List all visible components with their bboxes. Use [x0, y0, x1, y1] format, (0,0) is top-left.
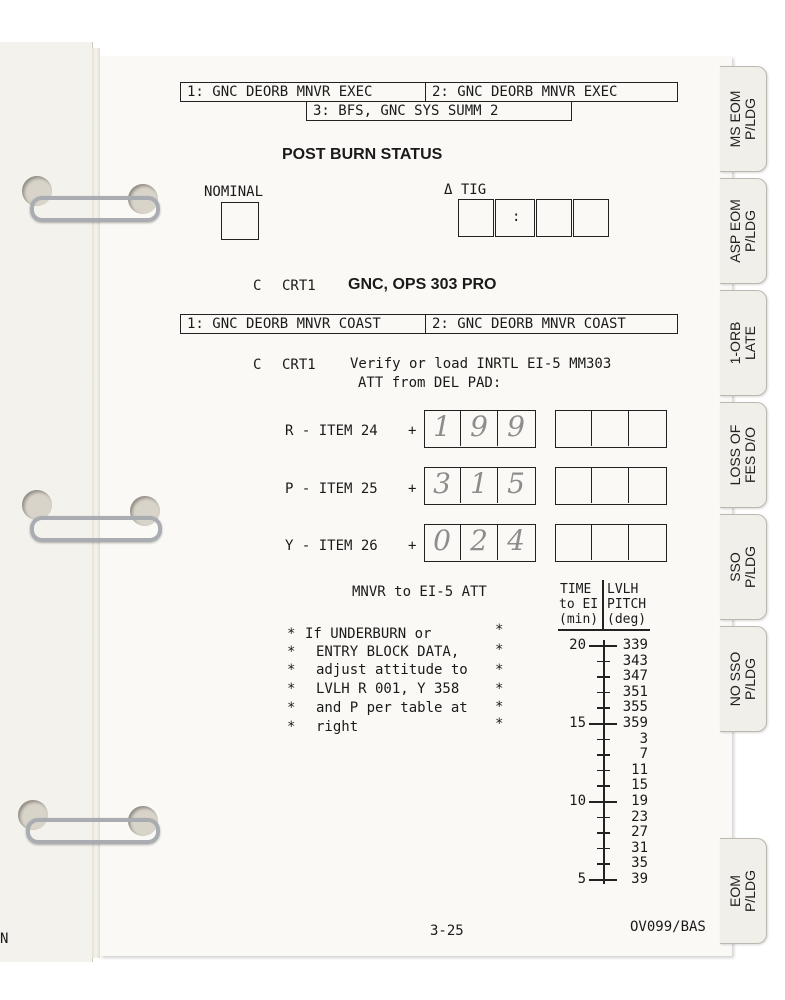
item-sign: + [408, 423, 417, 439]
note-star: * [495, 716, 504, 732]
mnvr-text: MNVR to EI-5 ATT [352, 584, 487, 600]
header-bar-sub [306, 102, 572, 121]
note-star: * [495, 699, 504, 715]
tab-label: 1-ORB LATE [727, 321, 758, 365]
binder-ring [26, 818, 160, 844]
tab-label: ASP EOM P/LDG [727, 199, 758, 263]
pitch-value: 347 [622, 668, 648, 685]
dtig-label: Δ TIG [444, 182, 487, 198]
handwritten-digit: 0 [433, 524, 451, 557]
header-bar [180, 82, 678, 102]
digit-divider [460, 410, 498, 446]
tab-eom[interactable] [720, 838, 767, 944]
pitch-tick [597, 863, 610, 865]
pitch-value: 15 [631, 777, 648, 794]
pitch-value: 11 [631, 761, 648, 778]
pitch-header-1: LVLH [607, 582, 639, 597]
pitch-value: 35 [631, 855, 648, 872]
header-cell-1: 1: GNC DEORB MNVR EXEC [187, 84, 373, 100]
tab-sso[interactable] [720, 514, 767, 620]
handwritten-digit: 2 [470, 524, 488, 557]
handwritten-digit: 1 [433, 410, 451, 443]
pitch-value: 351 [622, 683, 648, 700]
time-label: 10 [569, 793, 586, 809]
page-number: 3-25 [430, 923, 464, 939]
ops-title: GNC, OPS 303 PRO [348, 276, 497, 293]
time-major-tick [589, 879, 617, 881]
handwritten-digit: 4 [507, 524, 525, 557]
digit-divider [591, 467, 629, 503]
dtig-box[interactable] [458, 199, 494, 237]
pitch-tick [597, 739, 610, 741]
note-line: and P per table at [316, 700, 468, 716]
coast-bar [180, 314, 678, 334]
note-line: If UNDERBURN or [305, 626, 432, 642]
note-star: * [287, 626, 296, 642]
dtig-box[interactable] [536, 199, 572, 237]
instruction-line-1: Verify or load INRTL EI-5 MM303 [350, 356, 612, 372]
pitch-value: 19 [631, 793, 648, 809]
pitch-tick [597, 817, 610, 819]
time-major-tick [589, 723, 617, 725]
header-divider [602, 580, 604, 630]
pitch-header-3: (deg) [607, 612, 647, 627]
item-sign: + [408, 538, 417, 554]
time-header-2: to EI [559, 597, 599, 612]
note-star: * [495, 642, 504, 658]
pitch-value: 339 [622, 637, 648, 653]
tab-ms-eom[interactable] [720, 66, 767, 172]
note-star: * [495, 681, 504, 697]
note-star: * [287, 662, 296, 678]
note-star: * [495, 662, 504, 678]
time-header-1: TIME [560, 582, 592, 597]
pitch-tick [597, 707, 610, 709]
nominal-label: NOMINAL [204, 184, 264, 200]
tab-asp-eom[interactable] [720, 178, 767, 284]
note-line: adjust attitude to [316, 662, 468, 678]
handwritten-digit: 1 [470, 467, 488, 500]
tab-1-orb-late[interactable] [720, 290, 767, 396]
pitch-value: 343 [622, 652, 648, 669]
header-cell-2: 2: GNC DEORB MNVR EXEC [432, 84, 618, 100]
item-sign: + [408, 481, 417, 497]
crt-prefix: C [253, 357, 262, 373]
pitch-tick [597, 770, 610, 772]
time-label: 15 [569, 715, 586, 731]
tab-label: MS EOM P/LDG [727, 90, 758, 148]
header-underline [558, 629, 650, 631]
item-label: P - ITEM 25 [285, 481, 378, 497]
coast-cell-2: 2: GNC DEORB MNVR COAST [432, 316, 626, 332]
handwritten-digit: 9 [507, 410, 525, 443]
pitch-tick [597, 692, 610, 694]
note-star: * [287, 681, 296, 697]
pitch-tick [597, 676, 610, 678]
instruction-line-2: ATT from DEL PAD: [358, 375, 502, 391]
time-major-tick [589, 645, 617, 647]
pitch-value: 7 [639, 746, 648, 763]
dtig-colon: : [512, 209, 521, 225]
digit-divider [591, 410, 629, 446]
time-header-3: (min) [559, 612, 599, 627]
post-burn-title: POST BURN STATUS [282, 146, 443, 163]
dtig-box[interactable] [495, 199, 535, 237]
item-label: R - ITEM 24 [285, 423, 378, 439]
coast-cell-1: 1: GNC DEORB MNVR COAST [187, 316, 381, 332]
pitch-value: 23 [631, 808, 648, 825]
pitch-tick [597, 754, 610, 756]
time-label: 20 [569, 637, 586, 653]
digit-divider [460, 524, 498, 560]
note-star: * [287, 719, 296, 735]
nominal-box[interactable] [221, 202, 259, 240]
crt-label: CRT1 [282, 357, 316, 373]
pitch-value: 31 [631, 839, 648, 856]
time-label: 5 [577, 871, 586, 887]
item-label: Y - ITEM 26 [285, 538, 378, 554]
note-star: * [287, 644, 296, 660]
binder-ring [30, 196, 160, 222]
pitch-value: 359 [622, 715, 648, 731]
handwritten-digit: 3 [433, 467, 451, 500]
digit-divider [460, 467, 498, 503]
tab-label: LOSS OF FES D/O [727, 424, 758, 486]
header-cell-3: 3: BFS, GNC SYS SUMM 2 [313, 103, 499, 119]
note-star: * [287, 700, 296, 716]
tab-label: SSO P/LDG [727, 545, 758, 589]
time-major-tick [589, 801, 617, 803]
tab-label: NO SSO P/LDG [727, 651, 758, 707]
binder-ring [30, 516, 162, 542]
digit-divider [591, 524, 629, 560]
pitch-value: 39 [631, 871, 648, 887]
pitch-tick [597, 848, 610, 850]
crt-label: CRT1 [282, 278, 316, 294]
note-line: LVLH R 001, Y 358 [316, 681, 460, 697]
dtig-box[interactable] [573, 199, 609, 237]
left-page-text: N [0, 931, 9, 947]
pitch-value: 355 [622, 699, 648, 716]
note-star: * [495, 622, 504, 638]
doc-id: OV099/BAS [630, 919, 706, 935]
handwritten-digit: 5 [507, 467, 525, 500]
pitch-tick [597, 832, 610, 834]
tab-loss-of-fes[interactable] [720, 402, 767, 508]
pitch-value: 27 [631, 824, 648, 841]
note-line: right [316, 719, 359, 735]
tab-label: EOM P/LDG [727, 869, 758, 913]
pitch-tick [597, 785, 610, 787]
crt-prefix: C [253, 278, 262, 294]
pitch-tick [597, 661, 610, 663]
pitch-header-2: PITCH [607, 597, 647, 612]
pitch-value: 3 [639, 730, 648, 747]
note-line: ENTRY BLOCK DATA, [316, 644, 460, 660]
tab-no-sso[interactable] [720, 626, 767, 732]
handwritten-digit: 9 [470, 410, 488, 443]
